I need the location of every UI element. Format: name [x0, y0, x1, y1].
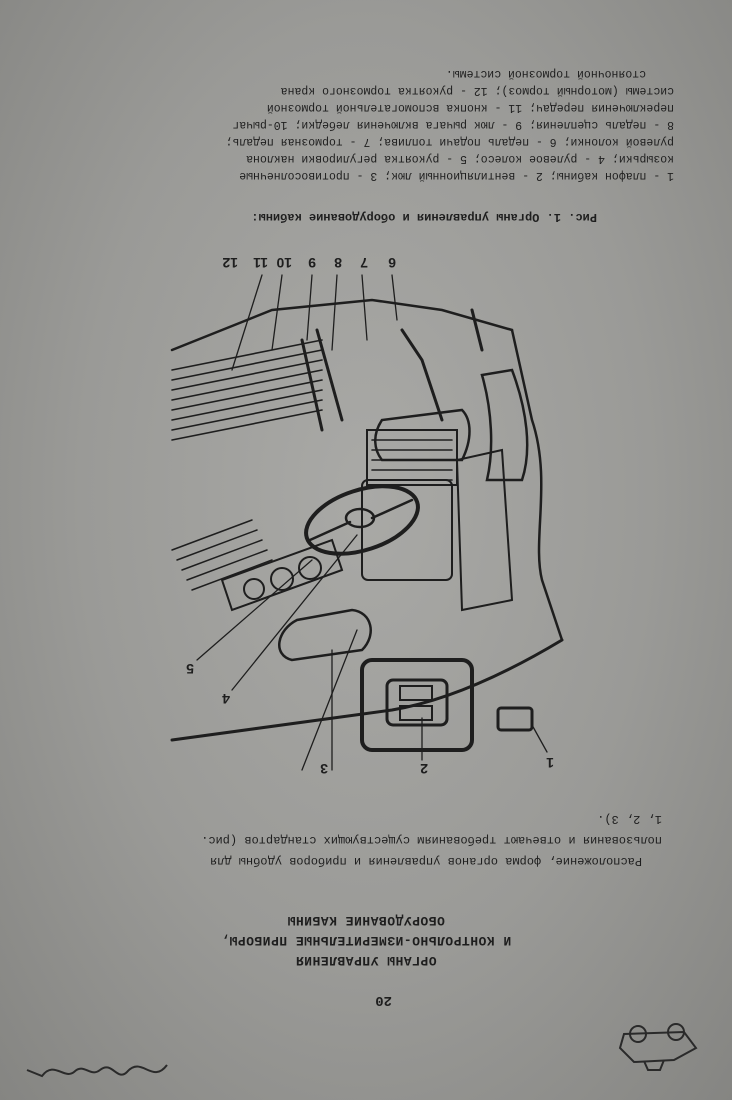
figure-label: 6 [388, 255, 396, 271]
figure-label: 4 [222, 691, 230, 707]
legend-line: 1 - плафон кабины; 2 - вентиляционный люк; 3 - противосолнечные [239, 169, 674, 182]
intro-text-line: Расположение, форма органов управления и приборов удобны для [209, 854, 642, 868]
legend-line: рулевой колонки; 6 - педаль подачи топлива; 7 - тормозная педаль; [225, 135, 674, 148]
legend-line: козырьки; 4 - рулевое колесо; 5 - рукоятка регулировки наклона [246, 152, 674, 165]
figure-label: 1 [546, 755, 554, 771]
legend-line: переключения передач; 11 - кнопка вспомогательной тормозной [266, 101, 674, 114]
figure-label: 5 [186, 661, 194, 677]
figure-label: 7 [360, 255, 368, 271]
legend-line: 8 - педаль сцепления; 9 - люк рычага включения лебедки; 10-рычаг [232, 118, 674, 131]
legend-line: стояночной тормозной системы. [445, 67, 646, 80]
intro-text-line: 1, 2, 3). [597, 812, 662, 826]
figure-label: 2 [420, 761, 428, 777]
figure-label: 8 [334, 255, 342, 271]
intro-text-line: пользования и отвечают требованиям существующих стандартов (рис. [201, 833, 662, 847]
page-number: 20 [375, 992, 392, 1008]
stamp-image [614, 1016, 704, 1078]
heading-line: И КОНТРОЛЬНО-ИЗМЕРИТЕЛЬНЫЕ ПРИБОРЫ, [220, 933, 512, 948]
figure-label: 12 [222, 255, 238, 271]
heading-line: ОБОРУДОВАНИЕ КАБИНЫ [287, 913, 445, 928]
heading-line: ОРГАНЫ УПРАВЛЕНИЯ [295, 953, 437, 968]
cab-interior-figure [162, 250, 572, 780]
figure-label: 11 [253, 255, 268, 271]
handwritten-signature [22, 1050, 172, 1090]
legend-line: системы (моторный тормоз); 12 - рукоятка тормозного крана [280, 84, 674, 97]
figure-label: 9 [308, 255, 316, 271]
figure-label: 10 [276, 255, 292, 271]
figure-label: 3 [320, 761, 328, 777]
figure-caption: Рис. 1. Органы управления и оборудование кабины: [251, 210, 597, 224]
